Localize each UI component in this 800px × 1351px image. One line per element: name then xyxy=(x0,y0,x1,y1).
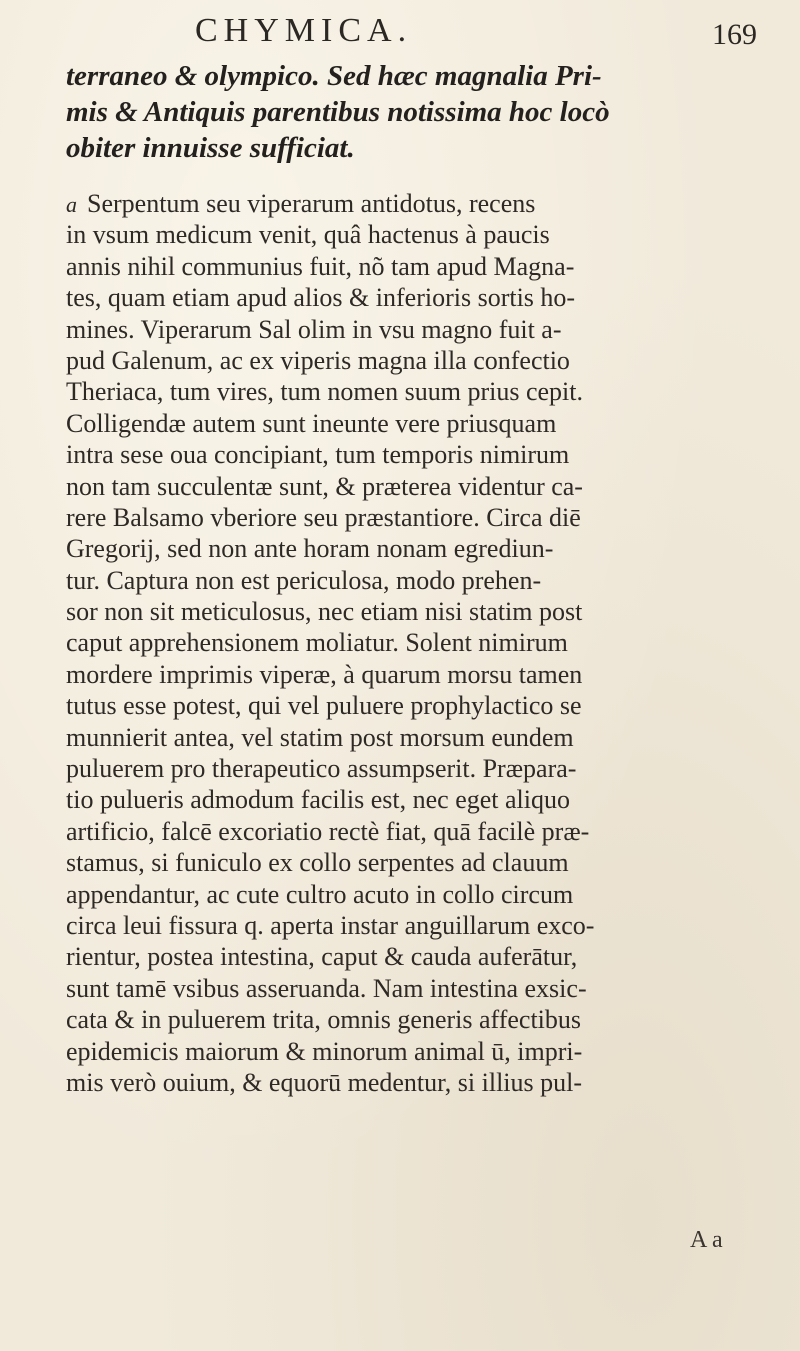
text-line: pud Galenum, ac ex viperis magna illa confectio xyxy=(66,345,570,375)
text-line: Theriaca, tum vires, tum nomen suum prius cepit. xyxy=(66,377,583,407)
text-line: munnierit antea, vel statim post morsum eundem xyxy=(66,722,574,752)
note-marker: a xyxy=(66,192,77,217)
text-line xyxy=(66,188,756,219)
text-line: rientur, postea intestina, caput & cauda auferātur, xyxy=(66,942,578,972)
text-line: tur. Captura non est periculosa, modo prehen- xyxy=(66,565,542,595)
text-line: tutus esse potest, qui vel puluere prophylactico se xyxy=(66,691,582,721)
text-line: mordere imprimis viperæ, à quarum morsu tamen xyxy=(66,659,583,689)
text-line: sor non sit meticulosus, nec etiam nisi statim post xyxy=(66,597,583,627)
text-line: intra sese oua concipiant, tum temporis nimirum xyxy=(66,440,570,470)
text-line: sunt tamē vsibus asseruanda. Nam intestina exsic- xyxy=(66,973,587,1003)
text-line: stamus, si funiculo ex collo serpentes ad clauum xyxy=(66,848,569,878)
text-line: in vsum medicum venit, quâ hactenus à paucis xyxy=(66,220,550,250)
text-line: non tam succulentæ sunt, & præterea videntur ca- xyxy=(66,471,583,501)
text-line: epidemicis maiorum & minorum animal ū, impri- xyxy=(66,1036,583,1066)
signature-mark: A a xyxy=(690,1227,723,1253)
text-line: rere Balsamo vberiore seu præstantiore. Circa diē xyxy=(66,502,581,532)
text-line-content: Serpentum seu viperarum antidotus, recens xyxy=(87,189,536,218)
running-head: CHYMICA. xyxy=(195,12,413,49)
main-text xyxy=(66,58,756,1098)
text-line: mines. Viperarum Sal olim in vsu magno fuit a- xyxy=(66,314,562,344)
text-line: mis verò ouium, & equorū medentur, si illius pul- xyxy=(66,1067,583,1097)
italic-text-line: mis & Antiquis parentibus notissima hoc locò xyxy=(66,96,610,128)
text-line: Colligendæ autem sunt ineunte vere priusquam xyxy=(66,408,557,438)
text-line: tio pulueris admodum facilis est, nec eget aliquo xyxy=(66,785,570,815)
text-line: Gregorij, sed non ante horam nonam egrediun- xyxy=(66,534,554,564)
page-number: 169 xyxy=(712,18,757,51)
text-line: puluerem pro therapeutico assumpserit. Præpara- xyxy=(66,754,577,784)
text-line: circa leui fissura q. aperta instar anguillarum exco- xyxy=(66,910,595,940)
text-line: tes, quam etiam apud alios & inferioris sortis ho- xyxy=(66,283,576,313)
text-line: appendantur, ac cute cultro acuto in collo circum xyxy=(66,879,574,909)
text-line: cata & in puluerem trita, omnis generis affectibus xyxy=(66,1005,582,1035)
text-line: artificio, falcē excoriatio rectè fiat, quā facilè præ- xyxy=(66,816,590,846)
page-header xyxy=(0,10,800,50)
text-line: annis nihil communius fuit, nõ tam apud Magna- xyxy=(66,251,575,281)
italic-text-line: terraneo & olympico. Sed hæc magnalia Pri- xyxy=(66,60,602,92)
paragraph-gap xyxy=(66,166,756,188)
italic-text-line: obiter innuisse sufficiat. xyxy=(66,132,355,164)
text-line: caput apprehensionem moliatur. Solent nimirum xyxy=(66,628,568,658)
